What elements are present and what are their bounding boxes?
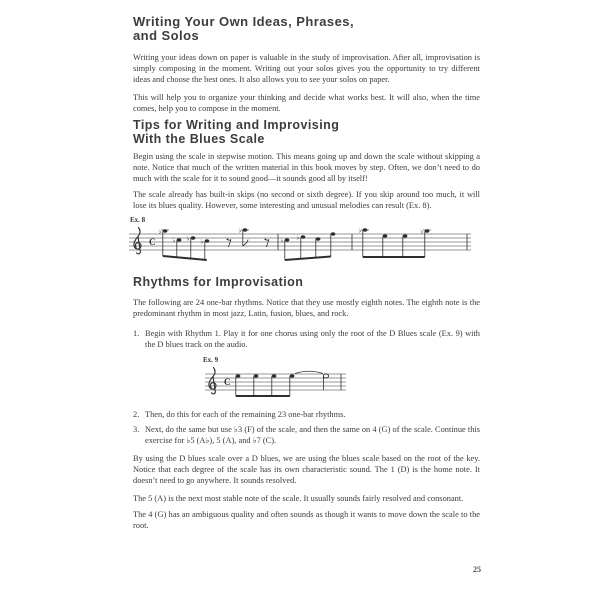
rhythms-paragraph-1: The following are 24 one-bar rhythms. Notice that they use mostly eighth notes. The eighth note is the predominant rhythm in most jazz, Latin, fusion, blues, and rock. [133, 297, 480, 318]
tips-paragraph-1: Begin using the scale in stepwise motion. This means going up and down the scale without skipping a note. Notice that much of the written material in this book moves by step. Often, we don’t need to do much with the scale for it to sound good—it sounds good all by itself! [133, 152, 480, 184]
list-item-2-number: 2. [133, 410, 140, 420]
list-item-1-number: 1. [133, 328, 140, 338]
tips-heading-line1: Tips for Writing and Improvising [133, 118, 340, 133]
closing-paragraph-3: The 4 (G) has an ambiguous quality and often sounds as though it wants to move down the scale to the root. [133, 509, 480, 530]
svg-text:C: C [149, 237, 156, 248]
page-number: 25 [473, 565, 481, 574]
list-item-2-text: Then, do this for each of the remaining 23 one-bar rhythms. [145, 410, 346, 420]
list-item-1 [133, 328, 480, 350]
svg-text:♭: ♭ [358, 226, 362, 235]
music-staff-ex9 [203, 364, 348, 406]
svg-text:♭: ♭ [420, 227, 424, 236]
tips-paragraph-2: The scale already has built-in skips (no second or sixth degree). If you skip around too much, it will lose its blues quality. However, some interesting and unusual melodies can result (Ex. 8). [133, 189, 480, 210]
page-title-line2: and Solos [133, 28, 200, 43]
svg-text:♭: ♭ [280, 236, 284, 245]
music-staff-ex8 [127, 224, 477, 270]
list-item-3-number: 3. [133, 424, 140, 434]
page-title [133, 15, 480, 43]
intro-paragraph-1: Writing your ideas down on paper is valuable in the study of improvisation. After all, improvisation is simply composing in the moment. Writing out your solos gives you the opportunity to try different ideas and choose the best ones. It also allows you to see your solos on paper. [133, 53, 480, 85]
music-example-9 [133, 356, 480, 406]
svg-text:C: C [224, 377, 231, 388]
svg-text:♭: ♭ [200, 237, 204, 246]
svg-text:♭: ♭ [186, 234, 190, 243]
list-item-2 [133, 409, 480, 420]
svg-text:♭: ♭ [296, 233, 300, 242]
svg-text:♭: ♭ [238, 226, 242, 235]
page-title-line1: Writing Your Own Ideas, Phrases, [133, 14, 355, 29]
svg-text:♭: ♭ [172, 236, 176, 245]
example-8-label: Ex. 8 [130, 216, 146, 225]
tips-heading-line2: With the Blues Scale [133, 131, 265, 146]
music-example-8 [130, 216, 480, 270]
closing-paragraph-1: By using the D blues scale over a D blues, we are using the blues scale based on the root of the key. Notice that each degree of the scale has its own characteristic sound. The 1 (D) is the home note. It doesn’t need to go anywhere. It sounds resolved. [133, 453, 480, 486]
tips-heading [133, 119, 480, 146]
list-item-3-text: Next, do the same but use ♭3 (F) of the scale, and then the same on 4 (G) of the scale. Continue this exercise for ♭5 (A♭), 5 (A), and ♭7 (C). [145, 424, 480, 445]
example-9-label: Ex. 9 [203, 356, 219, 365]
list-item-1-text: Begin with Rhythm 1. Play it for one chorus using only the root of the D Blues scale (Ex. 9) with the D blues track on the audio. [145, 328, 480, 350]
rhythms-heading: Rhythms for Improvisation [133, 275, 304, 290]
list-item-3 [133, 424, 480, 446]
intro-paragraph-2: This will help you to organize your thinking and decide what works best. It will also, when the time comes, help you to compose in the moment. [133, 92, 480, 113]
page-content [130, 0, 480, 531]
closing-paragraph-2: The 5 (A) is the next most stable note of the scale. It usually sounds fairly resolved and consonant. [133, 493, 464, 503]
svg-text:♭: ♭ [158, 227, 162, 236]
